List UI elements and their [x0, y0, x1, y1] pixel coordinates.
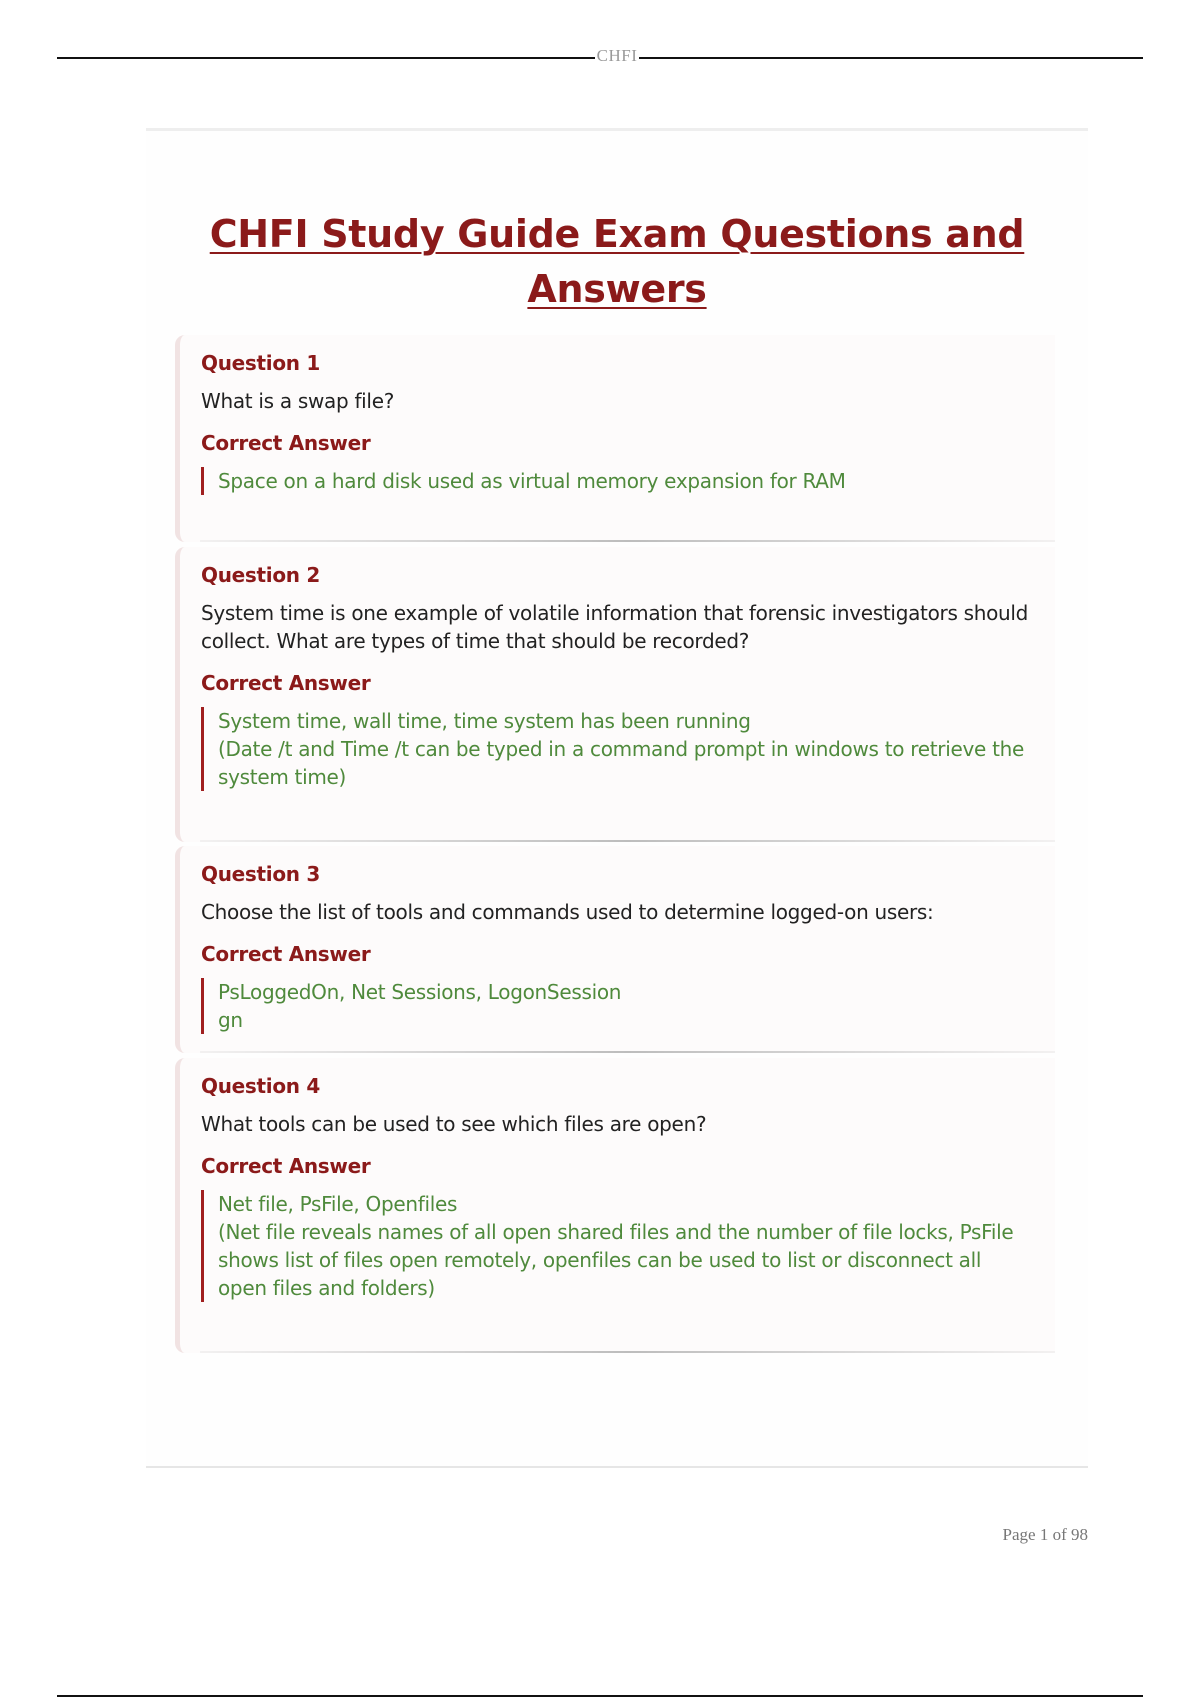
answer-line: System time, wall time, time system has been running: [218, 709, 751, 733]
question-card-4: [175, 1058, 1055, 1353]
footer-rule: [57, 1695, 1143, 1697]
page-content: [146, 128, 1088, 1468]
answer-line: (Date /t and Time /t can be typed in a command prompt in windows to retrieve the system time): [218, 737, 1024, 789]
question-card-2: [175, 547, 1055, 842]
answer-text: [201, 1190, 1055, 1302]
question-text: System time is one example of volatile information that forensic investigators should collect. What are types of time that should be recorded?: [201, 601, 1029, 653]
question-text: Choose the list of tools and commands used to determine logged-on users:: [201, 900, 934, 924]
page-number: Page 1 of 98: [1002, 1525, 1088, 1544]
running-header-text: CHFI: [596, 46, 638, 65]
question-label: Question 4: [201, 1074, 320, 1098]
question-label: Question 2: [201, 563, 320, 587]
question-text: What tools can be used to see which files are open?: [201, 1112, 707, 1136]
answer-line: (Net file reveals names of all open shared files and the number of file locks, PsFile shows list of files open remotely, openfiles can be used to list or disconnect all open files and folders): [218, 1220, 1014, 1300]
answer-line: Space on a hard disk used as virtual memory expansion for RAM: [218, 469, 846, 493]
answer-line: Net file, PsFile, Openfiles: [218, 1192, 458, 1216]
question-label: Question 1: [201, 351, 320, 375]
answer-label: Correct Answer: [201, 431, 371, 455]
answer-label: Correct Answer: [201, 1154, 371, 1178]
answer-line: PsLoggedOn, Net Sessions, LogonSession: [218, 980, 622, 1004]
answer-text: PsLoggedOn, Net Sessions, LogonSession gn: [201, 978, 1055, 1034]
answer-text: [201, 707, 1055, 791]
question-text: What is a swap file?: [201, 389, 395, 413]
document-title: CHFI Study Guide Exam Questions and Answers: [209, 212, 1025, 311]
running-header: [0, 46, 1200, 66]
question-label: Question 3: [201, 862, 320, 886]
question-card-3: [175, 846, 1055, 1053]
question-card-1: [175, 335, 1055, 542]
answer-label: Correct Answer: [201, 942, 371, 966]
answer-text: [201, 467, 1055, 495]
answer-label: Correct Answer: [201, 671, 371, 695]
